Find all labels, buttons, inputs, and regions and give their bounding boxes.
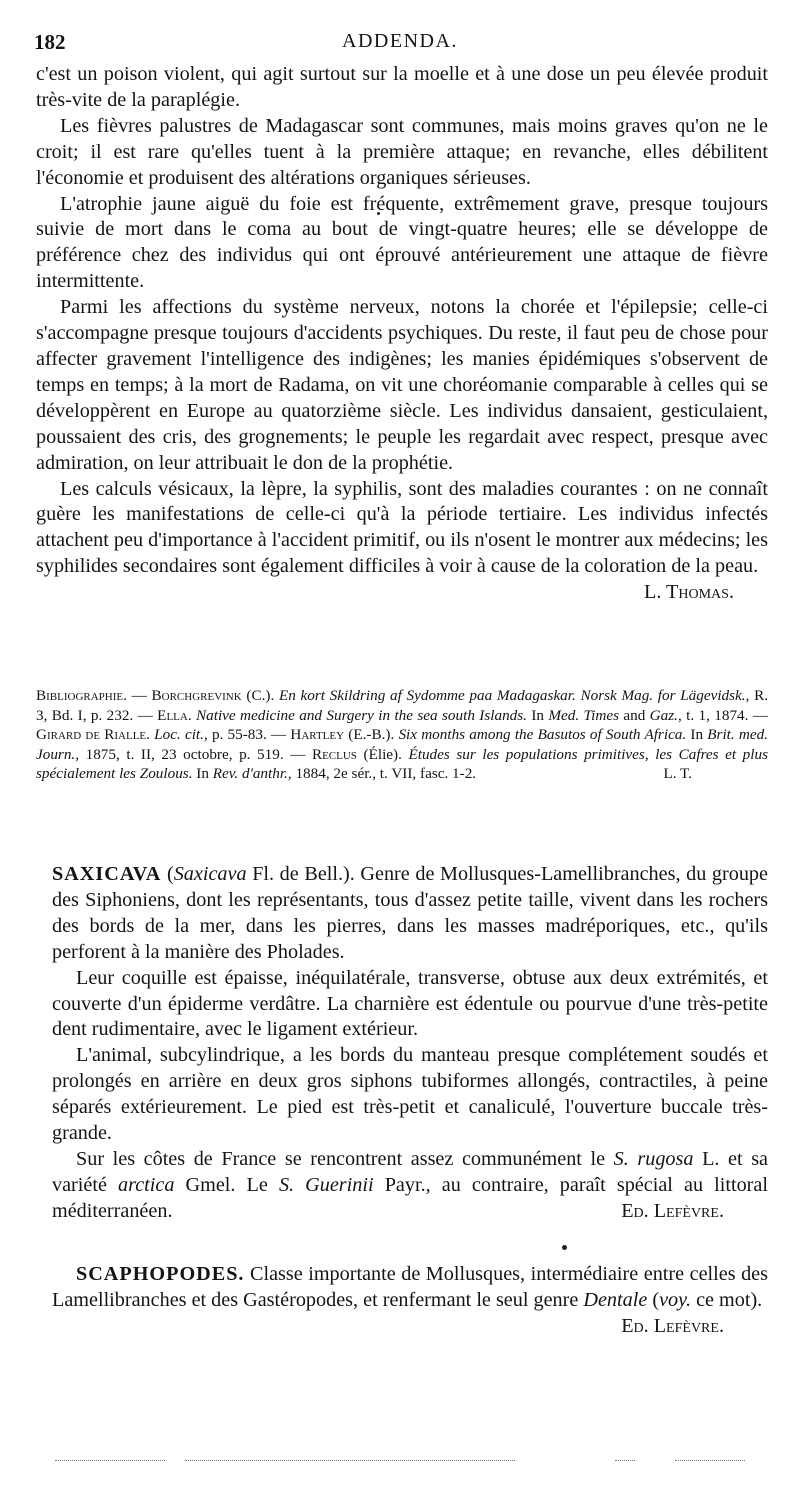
biblio-in: In (192, 765, 213, 783)
saxicava-paragraph-3: L'animal, subcylindrique, a les bords du manteau presque complétement soudés et prolongés en arrière en deux gros siphons tubiformes allongés, contractiles, à peine séparés extérieurement. Le pied est très-petit et canaliculé, l'ouverture buccale très-grande. (52, 1044, 768, 1145)
variety-name: arctica (118, 1173, 175, 1196)
paragraph-syphilis-text: Les calculs vésicaux, la lèpre, la syphilis, sont des maladies courantes : on ne connaît guère les manifestations de celle-ci qu'à la période tertiaire. Les individus infectés attachent peu d'importance à l'accident primitif, ou ils n'osent le montrer aux médecins; les syphilides secondaires sont également difficiles à voir à cause de la coloration de la peau. (36, 477, 768, 578)
author-signature-lefevre: Ed. Lefèvre. (621, 1199, 724, 1222)
biblio-title: Six months among the Basutos of South Africa. (398, 726, 687, 744)
paragraph-poison: c'est un poison violent, qui agit surtout sur la moelle et à une dose un peu élevée produit très-vite de la paraplégie. (36, 63, 768, 111)
bibliography-label: Bibliographie. (36, 687, 127, 704)
dotted-rule-segment (675, 1460, 745, 1461)
headword-scaphopodes: SCAPHOPODES. (76, 1263, 245, 1285)
paragraph-nervous-system: Parmi les affections du système nerveux, notons la chorée et l'épilepsie; celle-ci s'accompagne presque toujours d'accidents psychiques. Du reste, il faut peu de chose pour affecter gravement l'intelligence des indigènes; les manies épidémiques s'observent de temps en temps; à la mort de Radama, on vit une choréomanie comparable à celles qui se développèrent en Europe au quatorzième siècle. Les individus dansaient, gesticulaient, poussaient des cris, des grognements; le peuple les regardait avec respect, presque avec admiration, on leur attribuait le don de la prophétie. (36, 296, 768, 474)
biblio-author-girard: — Girard de Rialle. (36, 706, 769, 744)
biblio-title: Loc. cit. (154, 726, 204, 744)
saxicava-paragraph-2: Leur coquille est épaisse, inéquilatérale, transverse, obtuse aux deux extrémités, et couverte d'un épiderme verdâtre. La charnière est édentule ou pourvue d'une très-petite dent rudimentaire, avec le ligament extérieur. (52, 966, 768, 1041)
biblio-in: In (526, 706, 549, 724)
text-run: ( (647, 1288, 660, 1311)
article-scaphopodes (52, 1262, 768, 1340)
biblio-author-borchgrevink: — Borchgrevink (131, 687, 242, 704)
biblio-and: and (618, 706, 650, 724)
dotted-rule-segment (185, 1460, 515, 1461)
voy-abbrev: voy. (659, 1288, 692, 1311)
saxicava-paragraph-1 (52, 862, 768, 966)
biblio-journal: Gaz. (649, 706, 678, 724)
running-title: ADDENDA. (342, 30, 458, 52)
paragraph-fevers: Les fièvres palustres de Madagascar sont communes, mais moins graves qu'on ne le croit; il est rare qu'elles tuent à la première attaque; en revanche, elles débilitent l'économie et produisent des altérations organiques sérieuses. (36, 114, 768, 189)
biblio-initials: (E.-B.). (344, 726, 399, 744)
bibliography (36, 686, 768, 784)
biblio-ref: , R. 3, Bd. I, p. 232. (36, 687, 769, 724)
scaphopodes-paragraph (52, 1262, 768, 1337)
paragraph-liver-atrophy: L'atrophie jaune aiguë du foie est fréquente, extrêmement grave, presque toujours suivie de mort dans le coma au bout de vingt-quatre heures; elle se développe de préférence chez des individus qui ont éprouvé antérieurement une attaque de fièvre intermittente. (36, 192, 768, 293)
headword-saxicava: SAXICAVA (52, 863, 162, 885)
saxicava-paragraph-4 (52, 1147, 768, 1225)
page-header (34, 30, 766, 58)
biblio-in: In (686, 726, 708, 744)
biblio-initials: (C.). (241, 687, 279, 704)
text-run: Classe importante de Mollusques, intermédiaire entre celles des Lamellibranches et des Gastéropodes, et renfermant le seul genre (52, 1263, 768, 1311)
biblio-journal: Med. Times (548, 706, 619, 724)
paren: ( (161, 863, 174, 885)
ink-speck (562, 1245, 567, 1250)
bibliography-signature: L. T. (663, 765, 692, 783)
authority: Fl. de Bell.). (246, 863, 361, 885)
biblio-title: Études sur les populations primitives, les Cafres et plus spécialement les Zoulous. (36, 745, 769, 783)
genus-name: Dentale (583, 1288, 648, 1311)
paragraph-syphilis (36, 477, 768, 604)
species-name: S. rugosa (613, 1147, 694, 1170)
dotted-footer-rule (55, 1458, 755, 1464)
latin-name: Saxicava (173, 863, 247, 885)
biblio-author-reclus: — Reclus (290, 745, 357, 763)
text-run: ce mot). (691, 1288, 763, 1311)
biblio-ref: , 1884, 2e sér., t. VII, fasc. 1-2. (287, 765, 477, 783)
biblio-author-hartley: — Hartley (270, 726, 345, 744)
continued-article-text (36, 62, 768, 606)
species-name: S. Guerinii (278, 1173, 374, 1196)
text-run: Payr., au contraire, paraît spécial au littoral méditerranéen. (52, 1173, 768, 1222)
biblio-title: En kort Skildring af Sydomme paa Madagaskar. Norsk Mag. for Lägevidsk. (278, 687, 746, 704)
biblio-title: Native medicine and Surgery in the sea south Islands. (196, 706, 527, 724)
biblio-ref: , 1875, t. II, 23 octobre, p. 519. (75, 745, 291, 763)
dotted-rule-segment (55, 1460, 165, 1461)
article-saxicava (52, 862, 768, 1225)
author-signature-lefevre: Ed. Lefèvre. (621, 1314, 724, 1337)
dotted-rule-segment (615, 1460, 635, 1461)
biblio-ref: , p. 55-83. (203, 726, 271, 744)
saxicava-definition: Genre de Mollusques-Lamellibranches, du groupe des Siphoniens, dont les représentants, tous d'assez petite taille, vivent dans les rochers des bords de la mer, dans les pierres, dans les masses madréporiques, etc., qu'ils perforent à la manière des Pholades. (52, 863, 768, 963)
page-number: 182 (34, 30, 66, 54)
biblio-initials: (Élie). (356, 745, 409, 763)
text-run: Sur les côtes de France se rencontrent assez communément le (76, 1147, 614, 1170)
biblio-ref: , t. 1, 1874. (677, 706, 753, 724)
biblio-journal: Rev. d'anthr. (212, 765, 288, 783)
text-run: Gmel. Le (174, 1173, 279, 1196)
biblio-journal: Brit. med. Journ. (36, 726, 768, 763)
text-run: L. et sa variété (52, 1147, 769, 1196)
biblio-author-ella: — Ella. (137, 706, 192, 724)
author-signature-thomas: L. Thomas. (643, 581, 734, 604)
